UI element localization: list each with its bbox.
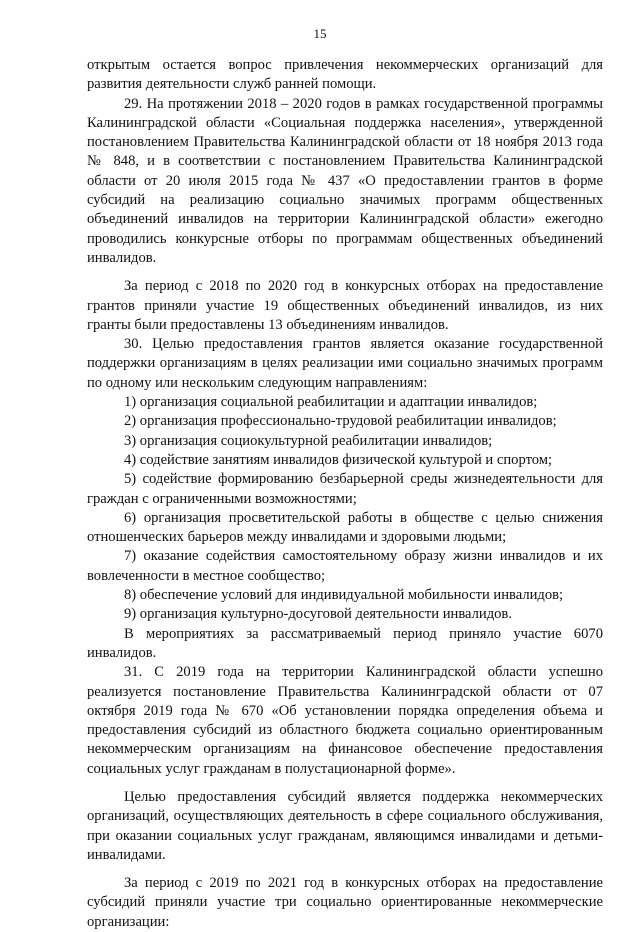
list-item-5: 5) содействие формированию безбарьерной среды жизнедеятельности для граждан с ограниченными возможностями; [87, 471, 603, 507]
paragraph-continuation: открытым остается вопрос привлечения некоммерческих организаций для развития деятельности служб ранней помощи. [87, 57, 603, 93]
list-item-1: 1) организация социальной реабилитации и адаптации инвалидов; [124, 394, 538, 411]
list-item-8: 8) обеспечение условий для индивидуальной мобильности инвалидов; [124, 587, 564, 604]
paragraph-subsidy-purpose: Целью предоставления субсидий является поддержка некоммерческих организаций, осуществляющих деятельность в сфере социального обслуживания, при оказании социальных услуг гражданам, являющимся инвалидами и детьми-инвалидами. [87, 788, 603, 863]
paragraph-grants-participation: За период с 2018 по 2020 год в конкурсных отборах на предоставление грантов приняли участие 19 общественных объединений инвалидов, из них гранты были предоставлены 13 объединениям инвалидов. [87, 278, 603, 333]
list-item-2: 2) организация профессионально-трудовой реабилитации инвалидов; [124, 413, 557, 430]
page-number: 15 [313, 26, 327, 41]
list-item-6: 6) организация просветительской работы в обществе с целью снижения отношенческих барьеров между инвалидами и здоровыми людьми; [87, 509, 603, 546]
list-item-7: 7) оказание содействия самостоятельному образу жизни инвалидов и их вовлеченности в местное сообщество; [87, 548, 603, 584]
list-item-3: 3) организация социокультурной реабилитации инвалидов; [124, 432, 493, 449]
paragraph-subsidy-participants: За период с 2019 по 2021 год в конкурсных отборах на предоставление субсидий приняли участие три социально ориентированные некоммерческие организации: [87, 875, 603, 930]
paragraph-29: 29. На протяжении 2018 – 2020 годов в рамках государственной программы Калининградской области «Социальная поддержка населения», утвержденной постановлением Правительства Калининградской области от 18 ноября 2013 года № 848, и в соответствии с постановлением Правительства Калининградской области от 20 июля 2015 года № 437 «О предоставлении грантов в форме субсидий на реализацию социально значимых программ общественных объединений инвалидов на территории Калининградской области» ежегодно проводились конкурсные отборы по программам общественных объединений инвалидов. [87, 95, 603, 266]
list-item-9: 9) организация культурно-досуговой деятельности инвалидов. [124, 606, 512, 623]
paragraph-31: 31. С 2019 года на территории Калининградской области успешно реализуется постановление Правительства Калининградской области от 07 октября 2019 года № 670 «Об установлении порядка определения объема и предоставления субсидий из областного бюджета социально ориентированным некоммерческим организациям на финансовое обеспечение предоставления социальных услуг гражданам в полустационарной форме». [87, 664, 603, 777]
list-item-4: 4) содействие занятиям инвалидов физической культурой и спортом; [124, 451, 553, 468]
paragraph-30: 30. Целью предоставления грантов является оказание государственной поддержки организациям в целях реализации ими социально значимых программ по одному или нескольким следующим направлениям: [87, 336, 603, 391]
document-body [87, 56, 603, 932]
paragraph-participants: В мероприятиях за рассматриваемый период приняло участие 6070 инвалидов. [87, 625, 603, 661]
